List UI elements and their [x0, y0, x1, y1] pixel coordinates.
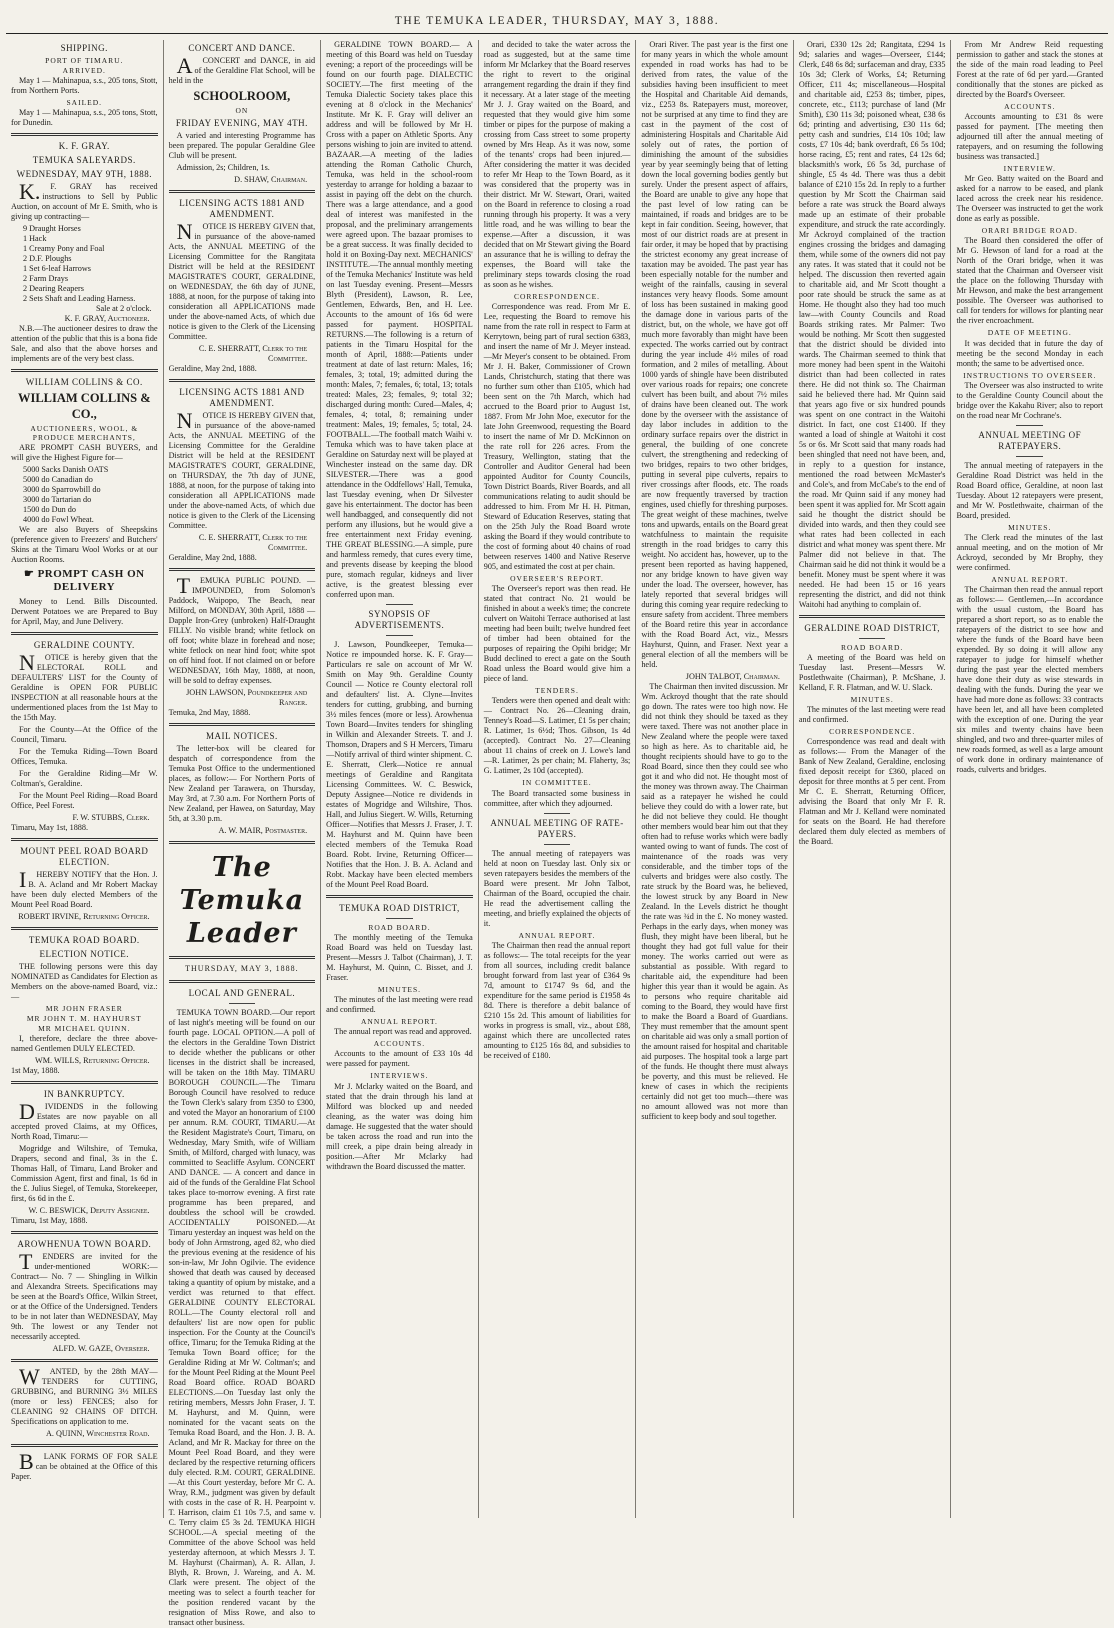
col3-top-text: GERALDINE TOWN BOARD.— A meeting of this Board was held on Tuesday evening; a report of the proceedings will be found on our fourth page. DIALECTIC SOCIETY.—The first meeting of the Temuka Dialectic Society takes place this evening at 8 o'clock in the Mechanics' Institute. Mr K. F. Gray will deliver an address and will be followed by Mr H. Cross with a paper on Athletic Sports. Any persons wishing to join are invited to attend. BAZAAR.—A meeting of the ladies attending the Roman Catholic Church, Temuka, was held in the school-room yesterday to arrange for holding a bazaar to assist in paying off the debt on the church. There was a large attendance, and a good deal of interest was manifested in the proposal, and the preliminary arrangements were agreed upon. The bazaar promises to be a great success. It was finally decided to hold it on Boxing-Day next. MECHANICS' INSTITUTE.—The annual monthly meeting of the Temuka Mechanics' Institute was held on last Tuesday evening. Present—Messrs Blyth (President), Lawson, R. Lee, Gentlemen, Edwards, Ben, and H. Lee. Accounts to the amount of 16s 6d were passed for payment. HOSPITAL RETURNS.—The following is a return of patients in the Timaru Hospital for the month of April, 1888:—Patients under treatment at date of last return: Males, 16; females, 3; total, 19; admitted during the month: Males, 7; females, 6; total, 13; totals treated: Males, 23; females, 9; total 32; discharged during month: Cured—Males, 4; females, 4; total, 8; remaining under treatment: Males, 19; females, 5; total, 24. FOOTBALL.—The football match Waihi v. Temuka which was to have taken place at Geraldine on Saturday next will be played at Winchester instead on the same day. DR SILVESTER.—There was a good attendance in the Oddfellows' Hall, Temuka, last Tuesday evening, when Dr Silvester gave his entertainment. The doctor has been well handbagged, and consequently did not perform any illusions, but he would give a free entertainment next Friday evening. THE GREAT BLESSING.—A simple, pure and harmless remedy, that cures every time, and prevents disease by keeping the blood pure, stomach regular, kidneys and liver active, is the greatest blessing ever conferred upon man. [326, 40, 473, 599]
divider [169, 379, 316, 382]
tenders-text: Tenders were then opened and dealt with:— Contract No. 26—Cleaning drain, Tenney's Road—S. Latimer, £1 5s per chain; R. Latimer, 1s 6½d; Thos. Gibson, 1s 4d (accepted). Contract No. 27—Cleaning about 11 chains of creek on J. Lowe's land—R. Latimer, 2s per chain; M. Flaherty, 3s; G. Latimer, 2s 10d (accepted). [483, 696, 631, 776]
col7-bridge-heading: ORARI BRIDGE ROAD. [981, 226, 1078, 236]
bankruptcy-date: Timaru, 1st May, 1888. [11, 1216, 88, 1226]
pound-signature: JOHN LAWSON, Poundkeeper and Ranger. [186, 688, 308, 708]
schoolroom: SCHOOLROOM, [193, 88, 291, 103]
col7-instructions-text: The Overseer was also instructed to write to the Geraldine County Council about the bridge over the Kakahu River; also to report on the road near Mr Cochrane's. [956, 380, 1104, 420]
divider [11, 1081, 158, 1084]
divider [544, 813, 571, 814]
election-declare: I, therefore, declare the three above-named Gentlemen DULY ELECTED. [11, 1034, 158, 1054]
list-item: 4000 do Fowl Wheat. [23, 515, 94, 525]
wanted-signature: A. QUINN, Winchester Road. [45, 1429, 150, 1439]
divider [544, 844, 571, 845]
col7-interview-text: Mr Geo. Batty waited on the Board and asked for a narrow to be eased, and plank laced across the creek near his residence. The Overseer was instructed to get the work done as early as possible. [956, 174, 1104, 224]
saleyards-signature: K. F. GRAY, Auctioneer. [64, 314, 150, 324]
divider [169, 190, 316, 193]
licensing2-signature: C. E. SHERRATT, Clerk to the Committee. [198, 533, 308, 553]
accounts-text: Accounts to the amount of £33 10s 4d were passed for payment. [326, 1049, 473, 1069]
money-lend: Money to Lend. Bills Discounted. Derwent Potatoes we are Prepared to Buy for April, May, and June Delivery. [11, 596, 158, 626]
sailed-text: May 1 — Mahinapua, s.s., 205 tons, Stott, for Dunedin. [11, 108, 158, 128]
synopsis-text: J. Lawson, Poundkeeper, Temuka—Notice re impounded horse. K. F. Gray—Particulars re sale on account of Mr W. Smith on May 9th. Geraldine County Council — Notice re County electoral roll and defaulters' list. A. Clyne—Invites tenders for cutting, grubbing, and burning 3½ miles fences (more or less). Arowhenua Town Board—Invites tenders for shingling in Wilkin and Alexander Streets. T. and J. Thomson, Drapers and S H Mercers, Timaru—Notify arrival of third winter shipment. C. E. Sherratt, Clerk—Notice re annual meetings of Geraldine and Rangitata Licensing Committees. W. C. Beswick, Deputy Assignee—Notice re dividends in estates of Mogridge and Wiltshire, Thos. Hall, and Julius Siegert. W. Wills, Returning Officer—Notifies that Messrs J. Fraser, J. T. M. Hayhurst and M. Quinn have been elected members of the Temuka Road Board. Robt. Irvine, Returning Officer—Notifies that the Hon. J. B. A. Acland and Robt. Mackay have been elected members of the Mount Peel Road Board. [326, 639, 473, 889]
local-heading: LOCAL AND GENERAL. [188, 987, 296, 998]
col5-text: Orari River. The past year is the first one for many years in which the whole amount expended in road works has had to be derived from rates, the value of the subsidies having been insufficient to meet the Hospital and Charitable Aid demands, viz., £253 8s. Ratepayers must, moreover, not be surprised at any time to find they are cast in the payment of the cost of administering Hospitals and Charitable Aid solely out of rates, the portion of diminishing the amount of the subsidies year by year seemingly being that of letting down the local governing bodies gently but surely. Under the present aspect of affairs, the Board are unable to give any hope that the past level of low rating can be maintained, if roads and bridges are to be kept in fair condition. Seeing, however, that most of our district roads are at present in fair order, it may be hoped that by practising the strictest economy any great increase of taxation may be avoided. The past year has been especially notable for the number and weight of the rainfalls, causing in several instances very heavy floods. Some amount of loss has been sustained in making good the damage done in various parts of the district, but, on the whole, we have got off much more favorably than might have been expected. The works carried out by contract during the year include 4½ miles of road formation, and 2 miles of metalling. About 1000 yards of shingle have been distributed over various roads for repairs; one concrete culvert has been built, and about 7½ miles of drains have been cleaned out. The work done by the overseer with the assistance of day labor includes in addition to the ordinary surface repairs over the district in general, the building of one concrete culvert, the strengthening and redecking of two bridges, repairs to two other bridges, putting in several pipe culverts, repairs to river crossings after floods, etc. The roads are now frequently traversed by traction engines, used chiefly for threshing purposes. The great weight of these machines, twelve tons and upwards, entails on the Board great watchfulness to maintain the requisite strength in the road bridges to carry this weight. No accident has, however, up to the present been reported as having happened, nor any bridge known to have given way under the load. The overseer, however, has lately reported that several bridges will during this coming year require redecking to ensure safety from accident. Three members of the Board retire this year in accordance with the Road Board Act, viz., Messrs Hayhurst, Quinn, and Fraser. Next year a general election of all the members will be held. [641, 40, 788, 669]
sailed-label: SAILED. [66, 98, 103, 108]
list-item: 3000 do Sparrowbill do [23, 485, 101, 495]
election-date: 1st May, 1888. [11, 1066, 60, 1076]
col7-report-text: The Chairman then read the annual report as follows:— Gentlemen,—In accordance with the usual custom, the Board has prepared a short report, so as to enable the ratepayers of the district to see how and where the funds of the Board have been expended. By so doing it will allow any ratepayer to judge for himself whether during the past year the elected members have done their duty as wise stewards in dealing with the funds. During the year we have had more done as follows: 33 contracts have been let, and all have been completed with the exception of one. During the year six miles and twenty chains have been shingled, and two and three-quarter miles of new roads formed, as well as a large amount of work done in ordinary maintenance of roads, culverts and bridges. [956, 584, 1104, 774]
divider [11, 632, 158, 635]
list-item: 9 Draught Horses [23, 224, 81, 234]
accounts-heading: ACCOUNTS. [373, 1039, 426, 1049]
ratepayers-heading: ANNUAL MEETING OF RATE-PAYERS. [490, 817, 624, 839]
col7-date-text: It was decided that in future the day of meeting be the second Monday in each month; the same to be advertised once. [956, 338, 1104, 368]
divider [169, 956, 316, 959]
column-4 [479, 40, 637, 1518]
saleyards-date: WEDNESDAY, MAY 9TH, 1888. [16, 169, 152, 180]
arowhenua-signature: ALFD. W. GAZE, Overseer. [52, 1344, 150, 1354]
list-item: 3000 do Tartarian do [23, 495, 92, 505]
bankruptcy-signature: W. C. BESWICK, Deputy Assignee. [28, 1206, 150, 1216]
licensing1-date: Geraldine, May 2nd, 1888. [168, 364, 257, 374]
annual-report-heading: ANNUAL REPORT. [518, 930, 596, 940]
collins-heading: WILLIAM COLLINS & CO., [17, 391, 151, 421]
blank-forms: BLANK FORMS OF FOR SALE can be obtained at the Office of this Paper. [11, 1449, 158, 1482]
licensing2-heading: LICENSING ACTS 1881 AND AMENDMENT. [179, 387, 305, 409]
gdr-correspondence-text: Correspondence was read and dealt with as follows:— From the Manager of the Bank of New Zealand, Geraldine, enclosing fixed deposit receipt for £360, placed on deposit for three months at 5 per cent. From Mr C. E. Sherratt, Returning Officer, advising the Board that only Mr F. R. Flatman and Mr J. Kelland were nominated for seats on the Board. He had therefore declared them duly elected as members of the Board. [798, 737, 946, 847]
trd-subheading: ROAD BOARD. [368, 922, 431, 932]
divider [11, 838, 158, 841]
collins-subheading: AUCTIONEERS, WOOL, & PRODUCE MERCHANTS, [30, 423, 139, 442]
divider [326, 895, 473, 898]
candidate: MR JOHN T. M. HAYHURST [26, 1013, 142, 1023]
geraldine-county-heading: GERALDINE COUNTY. [33, 639, 135, 650]
gdr-text: A meeting of the Board was held on Tuesday last. Present—Messrs W. Postlethwaite (Chairman), P. McShane, J. Kelland, F. R. Flatman, and W. U. Slack. [798, 653, 946, 693]
col6-text: Orari, £330 12s 2d; Rangitata, £294 1s 9d; salaries and wages—Overseer, £144; Clerk, £48 6s 8d; surfaceman and dray, £335 10s 3d; Clerk of Works, £4; Returning Officer, £11 4s; miscellaneous—Hospital and charitable aid, £253 8s; timber, pipes, concrete, etc., £113; purchase of land (Mr Smith), £30 11s 3d; poisoned wheat, £38 6s 6d; printing and advertising, £30 11s 6d; petty cash and sundries, £14 10s 10d; law costs, £7 10s 4d; bank overdraft, £6 5s 10d; horse racing, £5; rent and rates, £4 12s 6d; blacksmith's work, £6 5s 3d, purchase of shingle, £5 4s 4d. There was thus a debit balance of £210 15s 2d. In reply to a further question by Mr Scott the Chairman said before a rate was struck the Board always made up an estimate of their probable expenditure, and struck the rate accordingly. Mr Ackroyd complained of the traction engines crossing the bridges and damaging them, while some of the owners did not pay any rates. It was stated that it could not be helped. The discussion then reverted again to charitable aid, and Mr Scott thought a poor rate should be struck the same as at Home. He thought also they had too much law—with County Councils and Road Boards striking rates. Mr Palmer: Two would be nothing. Mr Scott then suggested that the district should be divided into wards. The Chairman seemed to think that more money had been spent in the Waitohi district than had been collected in rates there. He did not think so. The Chairman said he believed there had. Mr Quinn said that years ago five or six hundred pounds was spent on one contract in the Waitohi district. In fact, one cost £1400. If they wanted a load of shingle at Waitohi it cost 5s or 6s. Mr Scott said that many roads had been shingled that need not have been, and, in reply to a question for instance, mentioned the road between McMaster's and Cole's, and from McCabe's to the end of the road. Mr Quinn said if any money had been spent it was applied for. Mr Scott again said he thought the district should be divided into wards, and then they could see what rates had been collected in each district and what money was spent there. Mr Palmer did not believe in that. The Chairman said he did not think it would be a benefit. Money must be spent where it was needed. He had been 15 or 16 years representing the district, and did not think Waitohi had anything to complain of. [798, 40, 946, 609]
pointing-hand-icon: ☛ [23, 568, 35, 581]
list-item: 1 Set 6-leaf Harrows [23, 264, 91, 274]
mount-peel-heading: MOUNT PEEL ROAD BOARD ELECTION. [20, 845, 149, 867]
column-1 [6, 40, 164, 1518]
geraldine-county-place: For the Mount Peel Riding—Road Board Office, Peel Forest. [11, 790, 158, 810]
geraldine-county-date: Timaru, May 1st, 1888. [11, 822, 89, 832]
arrived-label: ARRIVED. [62, 66, 106, 76]
divider [11, 927, 158, 930]
page-masthead: THE TEMUKA LEADER, THURSDAY, MAY 3, 1888. [6, 8, 1108, 34]
prompt-cash [11, 568, 158, 595]
divider [11, 133, 158, 136]
col7-annual-text: The annual meeting of ratepayers in the Geraldine Road District was held in the Road Board office, Geraldine, at noon last Tuesday. About 12 ratepayers were present, and Mr W. Postlethwaite, chairman of the Board, presided. [956, 460, 1104, 520]
prompt-cash-text: PROMPT CASH ON DELIVERY [37, 568, 145, 594]
annual-text: The annual report was read and approved. [334, 1027, 472, 1037]
bankruptcy-items: Mogridge and Wiltshire, of Temuka, Drapers, second and final, 3s in the £. Thomas Hall, of Timaru, Land Broker and Commission Agent, first and final, 1s 6d in the £. Julius Siegel, of Temuka, Storekeeper, first, 6s 6d in the £. [11, 1144, 158, 1204]
wanted-text: WANTED, by the 28th MAY—TENDERS for CUTTING, GRUBBING, and BURNING 3½ MILES (more or less) FENCES; also for CLEANING 92 CHAINS OF DITCH. Specifications on application to me. [11, 1364, 158, 1427]
saleyards-heading: TEMUKA SALEYARDS. [32, 155, 136, 166]
column-3 [321, 40, 479, 1518]
list-item: 5000 do Canadian do [23, 475, 93, 485]
correspondence-text: Correspondence was read. From Mr E. Lee, requesting the Board to remove his name from the rate roll in respect to Farm at Kerrytown, being part of rural section 6383, and insert the name of Mr J. Meyer instead.—Mr Meyer's consent to be obtained. From Mr J. H. Baker, Commissioner of Crown Lands, Christchurch, stating that there was no further sum other than £105, which had been sent on the 7th March, which had accrued to the Board prior to August 1st, 1887. From Mr John Moe, executor for the late John Greenwood, requesting the Board to insert the name of Mr D. McKinnon on the rate roll for 226 acres. From the Treasury, Wellington, stating that the Controller and Auditor General had been appointed Auditor for County Councils, Town District Boards, River Boards, and all communications relating to audit should be addressed to him. From Mr H. H. Pitman, Steward of Education Reserves, stating that on the 25th July the Road Board wrote asking the Board if they would contribute to the cost of forming about 40 chains of road between reserves 1400 and Native Reserve 905, and estimated the cost at per chain. [483, 302, 631, 572]
geraldine-county-place: For the Temuka Riding—Town Board Offices, Temuka. [11, 746, 158, 766]
list-item: 2 Dearing Reapers [23, 284, 84, 294]
col7-bridge-text: The Board then considered the offer of Mr G. Hewson of land for a road at the North of the Orari bridge, when it was stated that the Chairman and Overseer visit the place on the following Thursday with Mr Hewson, and make the best arrangement possible. The Overseer was authorised to call for tenders for willows for planting near the river encroachment. [956, 236, 1104, 326]
election-notice-text: THE following persons were this day NOMINATED as Candidates for Election as Members on the above-named Board, viz.:— [11, 961, 158, 1001]
divider [11, 369, 158, 372]
col7-interview-heading: INTERVIEW. [1003, 164, 1056, 174]
candidate: MR MICHAEL QUINN. [38, 1023, 131, 1033]
candidate: MR JOHN FRASER [45, 1003, 123, 1013]
geraldine-county-place: For the Geraldine Riding—Mr W. Coltman's, Geraldine. [11, 768, 158, 788]
saleyards-time: Sale at 2 o'clock. [95, 304, 152, 314]
mail-signature: A. W. MAIR, Postmaster. [218, 826, 308, 836]
port-heading: PORT OF TIMARU. [45, 55, 124, 65]
synopsis-heading: SYNOPSIS OF ADVERTISEMENTS. [354, 609, 445, 630]
list-item: 5000 Sacks Danish OATS [23, 465, 109, 475]
divider [859, 638, 886, 639]
divider [799, 615, 946, 618]
ratepayers-text: The annual meeting of ratepayers was held at noon on Tuesday last. Only six or seven ratepayers besides the members of the Board were present. Mr John Talbot, Chairman of the Board, occupied the chair. He read the advertisement calling the meeting, and briefly explained the objects of it. [483, 848, 631, 928]
minutes-heading: MINUTES. [377, 985, 422, 995]
licensing2-text: NOTICE IS HEREBY GIVEN that, in pursuance of the above-named Acts, the ANNUAL MEETING of the Licensing Committee for the Geraldine District will be held at the RESIDENT MAGISTRATE'S COURT, GERALDINE, on THURSDAY, the 7th day of JUNE, 1888, at noon, for the purpose of taking into consideration all APPLICATIONS made under the above-named Acts, of which due notice is given to the Clerk of the Licensing Committee. [168, 408, 316, 531]
column-6 [794, 40, 952, 1518]
bankruptcy-heading: IN BANKRUPTCY. [43, 1089, 125, 1100]
col5-rest: The Chairman then invited discussion. Mr Wm. Ackroyd thought that the rate should go down. The rates were too high now. He did not think they should be taxed as they were taxed. There was not another place in New Zealand where the people were taxed so high as here. As to charitable aid, he thought recipients should have to go to the Road Board, since then they could see who got it and who did not. He thought most of the money was thrown away. The Chairman said as a ratepayer he wished he could believe they could do with a lower rate, but he did not believe they could. He thought other members would bear him out that they often had to refuse works which were badly wanted owing to want of funds. The cost of maintenance of the roads was very considerable, and the timber tops of the culverts and bridges were also costly. The rate struck by the Board was, he believed, the lowest struck by any Board in New Zealand. In the Levels district he thought the rate was ¾d in the £. No money wasted. Perhaps in the early days, when money was flush, they might have been liberal, but he thought they had got full value for their money. The works carried out were as substantial as possible. With regard to charitable aid, the expenditure had been higher this year than it would be again. As to persons who require charitable aid coming to the Board, they would have first to make the Board a Board of Guardians. They must remember that the amount spent on charitable aid was only a small portion of the amount raised for hospital and charitable aid purposes. The hospital took a large part of the funds. He thought there must always be poverty, and this must be relieved. He knew of cases in which the recipients certainly did not get too much—there was no amount allowed was not more than sufficient to keep body and soul together. [641, 682, 788, 1121]
col7-accounts-text: Accounts amounting to £31 8s were passed for payment. [The meeting then adjourned till after the annual meeting of ratepayers, and on resuming the following business was transacted.] [956, 112, 1104, 162]
columns [6, 40, 1108, 1627]
committee-heading: IN COMMITTEE. [522, 778, 592, 788]
annual-heading: ANNUAL REPORT. [361, 1017, 438, 1027]
licensing1-text: NOTICE IS HEREBY GIVEN that, in pursuance of the above-named Acts, the ANNUAL MEETING of the Licensing Committee for the Rangitata District will be held at the RESIDENT MAGISTRATE'S COURT, GERALDINE, on WEDNESDAY, the 6th day of JUNE, 1888, at noon, for the purpose of taking into consideration all APPLICATIONS made under the above-named Acts, of which due notice is given to the Clerk of the Licensing Committee. [168, 219, 316, 342]
col7-report-heading: ANNUAL REPORT. [991, 574, 1069, 584]
pound-date: Temuka, 2nd May, 1888. [168, 708, 251, 718]
tenders-heading: TENDERS. [535, 686, 579, 696]
geraldine-county-place: For the County—At the Office of the Council, Timaru. [11, 724, 158, 744]
list-item: 1500 do Dun do [23, 505, 76, 515]
col4-top-text: and decided to take the water across the road as suggested, but at the same time inform Mr Mclarkey that the Board reserves the right to revert to the original arrangement regarding the drain if they find it necessary. At a later stage of the meeting Mr J. J. Gray waited on the Board, and requested that they would give him some timber or pipes for the purpose of making a crossing from Cass street to some property owned by Mrs Heap. As it was now, some of the tenants' crops had been injured.—After considering the matter it was decided to refer Mr Heap to the Town Board, as it was considered that the property was in their district. Mr W. Stewart, Orari, waited on the Board in reference to closing a road running through his property. It was a very little road, and he was willing to bear the expense.—After a discussion, it was decided that on Mr Stewart giving the Board an assurance that he is willing to defray the expenses, the Board will take the preliminary steps towards closing the road as soon as he wishes. [483, 40, 631, 289]
overseer-heading: OVERSEER'S REPORT. [510, 574, 604, 584]
list-item: 2 Sets Shaft and Leading Harness. [23, 294, 136, 304]
list-item: 1 Creamy Pony and Foal [23, 244, 105, 254]
divider [386, 918, 413, 919]
issue-dateline: THURSDAY, MAY 3, 1888. [185, 963, 299, 973]
collins-items [11, 465, 158, 525]
divider [386, 604, 413, 605]
concert-text: ACONCERT and DANCE, in aid of the Geraldine Flat School, will be held in the [168, 52, 316, 85]
licensing1-heading: LICENSING ACTS 1881 AND AMENDMENT. [179, 198, 305, 220]
col7-minutes-heading: MINUTES. [1008, 522, 1052, 532]
divider [386, 635, 413, 636]
gdr-minutes-heading: MINUTES. [850, 695, 894, 705]
arrived-text: May 1 — Mahinapua, s.s., 205 tons, Stott, from Northern Ports. [11, 76, 158, 96]
licensing2-date: Geraldine, May 2nd, 1888. [168, 553, 257, 563]
gdr-heading: GERALDINE ROAD DISTRICT, [804, 623, 940, 633]
minutes-text: The minutes of the last meeting were read and confirmed. [326, 995, 473, 1015]
temuka-road-heading: TEMUKA ROAD BOARD. [28, 934, 140, 945]
gdr-correspondence-heading: CORRESPONDENCE. [829, 727, 916, 737]
committee-text: The Board transacted some business in committee, after which they adjourned. [483, 788, 631, 808]
geraldine-county-signature: F. W. STUBBS, Clerk. [72, 812, 150, 822]
concert-heading: CONCERT AND DANCE. [188, 43, 296, 53]
geraldine-county-text: NOTICE is hereby given that the ELECTORAL ROLL and DEFAULTERS' LIST for the County of Geraldine is OPEN FOR PUBLIC INSPECTION at all reasonable hours at the undermentioned places from the 1st May to the 15th May. [11, 649, 158, 722]
divider [1016, 425, 1043, 426]
admission: Admission, 2s; Children, 1s. [176, 163, 270, 173]
col7-annual-heading: ANNUAL MEETING OF RATEPAYERS. [978, 429, 1082, 451]
divider [1016, 456, 1043, 457]
local-text: TEMUKA TOWN BOARD.—Our report of last night's meeting will be found on our fourth page. LOCAL OPTION.—A poll of the electors in the Geraldine Town District to decide whether the publicans or other licenses in the district shall be increased, will be taken on the 18th May. TIMARU BOROUGH COUNCIL.—The Timaru Borough Council have resolved to reduce the Town Clerk's salary from £350 to £300, and voted the Mayor an honorarium of £100 per annum. R.M. COURT, TIMARU.—At the Resident Magistrate's Court, Timaru, on Wednesday, Mary Smith, wife of William Smith, of Milford, charged with lunacy, was committed to Seacliffe Asylum. CONCERT AND DANCE. — A concert and dance in aid of the funds of the Geraldine Flat School takes place to-morrow evening. A first rate programme has been prepared, and doubtless the school will be crowded. ACCIDENTALLY POISONED.—At Timaru yesterday an inquest was held on the body of John Armstrong, aged 82, who died the previous evening at the residence of his son-in-law, Mr John Ogilvie. The evidence showed that death was caused by deceased taking a quantity of opium by mistake, and a verdict was returned to that effect. GERALDINE COUNTY ELECTORAL ROLL.—The County electoral roll and defaulters' list are now open for public inspection. For the County at the Council's office, Timaru; for the Temuka Riding at the Temuka Town Board office; for the Geraldine Riding at Mr W. Coltman's; and for the Mount Peel Riding at the Mount Peel Road Board office. ROAD BOARD ELECTIONS.—On Tuesday last only the retiring members, Messrs John Fraser, J. T. M. Hayhurst, and M. Quinn, were nominated for the vacant seats on the Temuka Road Board, and the Hon. J. B. A. Acland, and Mr R. Mackay for three on the Mount Peel Road Board, and they were declared by the respective returning officers duly elected. R.M. COURT, GERALDINE.—At this Court yesterday, before Mr C. A. Wray, R.M., judgment was given by default with costs in the case of R. H. Pearpoint v. T. Harrison, claim £1 10s 7.5, and same v. C. Terry claim £5 3s 2d. TEMUKA HIGH SCHOOL.—A special meeting of the Committee of the above School was held yesterday afternoon, at which Messrs J. T. M. Hayhurst (Chairman), A. R. Allan, J. Blyth, R. Brown, J. Wareing, and A. M. Clark were present. The object of the meeting was to select a fourth teacher for the position rendered vacant by the resignation of Miss Rowe, and also to transact other business. [168, 1007, 316, 1627]
column-5 [636, 40, 794, 1518]
concert-on: ON [235, 106, 249, 116]
col7-text: From Mr Andrew Reid requesting permission to gather and stack the stones at the side of the main road leading to Peel Forest at the rate of 6d per yard.—Granted conditionally that the stones are picked as directed by the Board's Overseer. [956, 40, 1104, 99]
list-item: 2 D.F. Ploughs [23, 254, 72, 264]
mail-heading: MAIL NOTICES. [206, 731, 278, 742]
arowhenua-text: TENDERS are invited for the under-mentioned WORK:— Contract— No. 7 — Shingling in Wilkin and Alexandra Streets. Specifications may be seen at the Board's Office, Wilkin Street, or at the Office of the Undersigned. Tenders to be in not later than WEDNESDAY, May 9th. The lowest or any Tender not necessarily accepted. [11, 1249, 158, 1342]
shipping-heading: SHIPPING. [60, 43, 108, 53]
annual-report-text: The Chairman then read the annual report as follows:— The total receipts for the year from all sources, including credit balance brought forward from last year of £364 9s 7d, amount to £1747 9s 6d, and the expenditure for the same period is £1958 4s 8d. There is therefore a debit balance of £210 15s 2d. This amount of liabilities for works in progress is small, viz., about £88, against which there are uncollected rates amounting to £125 16s 8d, and subsidies to be received of £180. [483, 940, 631, 1060]
col7-date-heading: DATE OF MEETING. [987, 328, 1072, 338]
trd-heading: TEMUKA ROAD DISTRICT, [339, 902, 460, 913]
column-7 [951, 40, 1108, 1518]
correspondence-heading: CORRESPONDENCE. [513, 292, 601, 301]
election-notice-heading: ELECTION NOTICE. [39, 948, 130, 959]
col7-instructions-heading: INSTRUCTIONS TO OVERSEER. [963, 370, 1097, 380]
column-2 [164, 40, 322, 1627]
gdr-minutes-text: The minutes of the last meeting were read and confirmed. [798, 705, 946, 725]
trd-text: The monthly meeting of the Temuka Road Board was held on Tuesday last. Present—Messrs J. Talbot (Chairman), J. T. M. Hayhurst, M. Quinn, C. Bisset, and J. Fraser. [326, 933, 473, 983]
gray-heading: K. F. GRAY. [58, 141, 110, 152]
divider [169, 723, 316, 726]
col5-signature: JOHN TALBOT, Chairman. [685, 672, 780, 681]
divider [11, 1231, 158, 1234]
divider [11, 1444, 158, 1447]
licensing1-signature: C. E. SHERRATT, Clerk to the Committee. [198, 344, 308, 364]
divider [169, 568, 316, 571]
list-item: 2 Farm Drays [23, 274, 69, 284]
mount-peel-text: IHEREBY NOTIFY that the Hon. J. B. A. Acland and Mr Robert Mackay have been duly elected Members of the Mount Peel Road Board. [11, 866, 158, 909]
interviews-heading: INTERVIEWS. [370, 1071, 429, 1081]
mail-text: The letter-box will be cleared for despatch of correspondence from the Temuka Post Office to the undermentioned places, as follow:— For Northern Ports of New Zealand per Tarawera, on Thursday, May 3rd, at 7.30 a.m. For Northern Ports of New Zealand, per Hawea, on Saturday, May 5th, at 3.30 p.m. [168, 744, 316, 824]
pound-text: TEMUKA PUBLIC POUND. — IMPOUNDED, from Solomon's Paddock, Waipopo, The Beach, near Milford, on MONDAY, 30th April, 1888 — Dapple Iron-Grey (unbroken) Half-Draught FILLY. No visible brand; white fetlock on off foot; white blaze in forehead and nose; white fetlock on near hind foot; white spot on off hind foot. If not claimed on or before WEDNESDAY, 16th May, 1888, at noon, will be sold to defray expenses. [168, 573, 316, 686]
overseer-text: The Overseer's report was then read. He stated that contract No. 21 would be finished in about a week's time; the concrete culvert on Waitohi Terrace authorised at last meeting had been built; twelve hundred feet of timber had been obtained for the purposes of repairing the Opihi bridge; Mr Budd declined to erect a gate on the South Road unless the Board would give him a piece of land. [483, 584, 631, 684]
col7-accounts-heading: ACCOUNTS. [1004, 102, 1056, 111]
divider [11, 1359, 158, 1362]
divider [169, 980, 316, 983]
interviews-text: Mr J. Mclarky waited on the Board, and stated that the drain through his land at Milford was blocked up and needed cleaning, as the water was doing him damage. He suggested that the water should be taken across the road and run into the mill creek, a pipe drain being already in position.—After Mr Mclarky had withdrawn the Board discussed the matter. [326, 1081, 473, 1171]
saleyards-nb: N.B.—The auctioneer desires to draw the attention of the public that this is a bona fide Sale, and also that the above horses and implements are of the very best class. [11, 324, 158, 364]
divider [169, 841, 316, 844]
newspaper-nameplate: The Temuka Leader [179, 852, 305, 950]
saleyards-items [11, 224, 158, 304]
election-signature: WM. WILLS, Returning Officer. [35, 1056, 150, 1066]
concert-signature: D. SHAW, Chairman. [234, 175, 308, 185]
saleyards-intro: K.F. GRAY has received instructions to Sell by Public Auction, on account of Mr E. Smith, who is giving up contracting— [11, 179, 158, 222]
collins-buyers: We are also Buyers of Sheepskins (preference given to Freezers' and Butchers' Skins at the Timaru Wool Works or at our Auction Rooms. [11, 525, 158, 565]
col7-minutes-text: The Clerk read the minutes of the last annual meeting, and on the motion of Mr Ackroyd, seconded by Mr Brophy, they were confirmed. [956, 532, 1104, 572]
divider [229, 1003, 256, 1004]
gdr-subheading: ROAD BOARD. [841, 642, 904, 652]
mount-peel-signature: ROBERT IRVINE, Returning Officer. [18, 911, 150, 921]
arowhenua-heading: AROWHENUA TOWN BOARD. [17, 1239, 152, 1250]
concert-description: A varied and interesting Programme has been prepared. The popular Geraldine Glee Club will be present. [168, 131, 316, 161]
list-item: 1 Hack [23, 234, 47, 244]
concert-date: FRIDAY EVENING, MAY 4TH. [175, 118, 308, 129]
collins-text: ARE PROMPT CASH BUYERS, and will give the Highest Figure for— [11, 443, 158, 463]
collins-small-heading: WILLIAM COLLINS & CO. [25, 377, 143, 388]
bankruptcy-text: DIVIDENDS in the following Estates are now payable on all accepted proved Claims, at my Offices, North Road, Timaru:— [11, 1099, 158, 1142]
